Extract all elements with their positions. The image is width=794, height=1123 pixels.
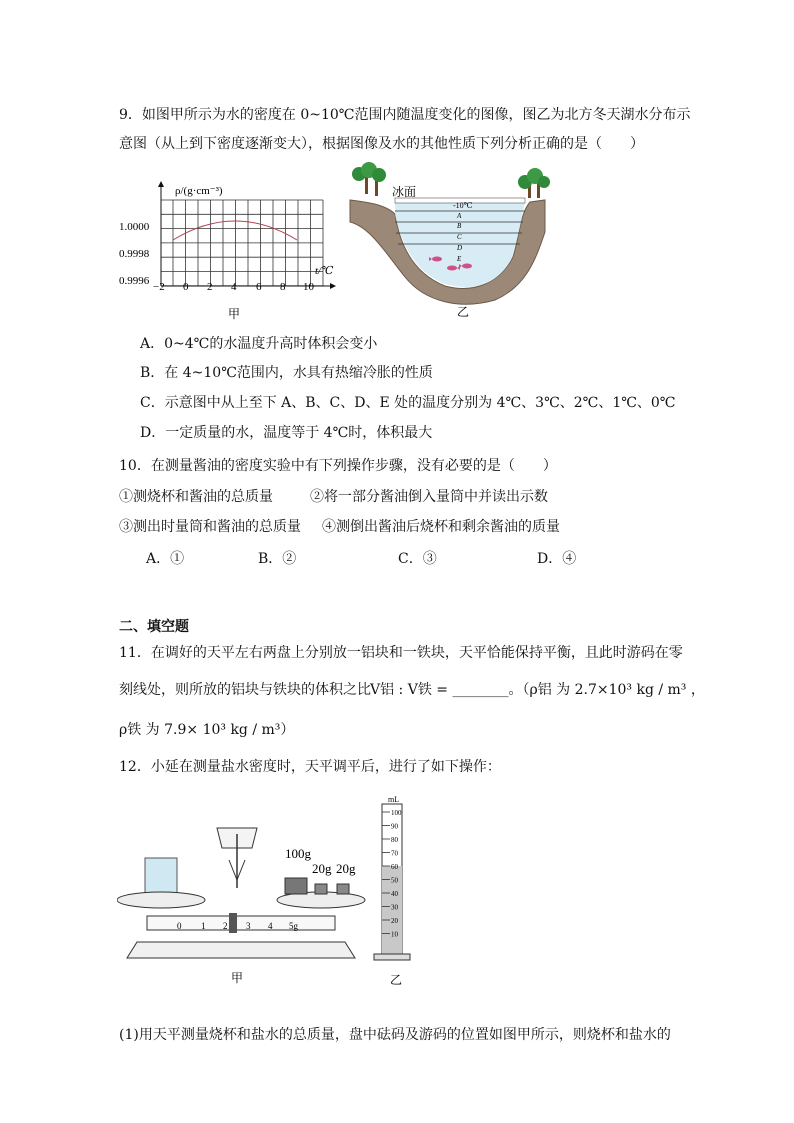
scale-label: 3 <box>246 921 251 931</box>
x-tick-label: 10 <box>303 281 314 293</box>
rider[interactable] <box>229 913 237 933</box>
layer-a: A <box>457 212 462 220</box>
weight-label: 100g <box>285 846 311 861</box>
q11-line3: ρ铁 为 7.9× 10³ kg / m³） <box>119 722 295 738</box>
cylinder-base <box>374 954 410 960</box>
chart-caption: 甲 <box>228 307 241 321</box>
balance-caption: 甲 <box>231 971 244 985</box>
weight-label: 20g <box>312 861 332 876</box>
q10-option-d: D．④ <box>537 551 577 567</box>
q12-sub1: (1)用天平测量烧杯和盐水的总质量，盘中砝码及游码的位置如图甲所示，则烧杯和盐水的 <box>119 1027 671 1043</box>
scale-label: 1 <box>201 921 206 931</box>
measuring-cylinder <box>368 786 428 990</box>
x-tick-label: 6 <box>256 281 262 293</box>
q10-step-2: ②将一部分酱油倒入量筒中并读出示数 <box>310 489 548 505</box>
balance-base <box>127 942 355 958</box>
cylinder-tick-label: 100 <box>391 809 402 817</box>
q10-step-1: ①测烧杯和酱油的总质量 <box>119 489 273 505</box>
q9-option-b: B．在 4~10℃范围内，水具有热缩冷胀的性质 <box>140 365 433 381</box>
scale-label: 2 <box>223 921 228 931</box>
q9-line1: 9．如图甲所示为水的密度在 0~10℃范围内随温度变化的图像，图乙为北方冬天湖水分布示 <box>119 107 691 123</box>
cylinder-tick-label: 40 <box>391 890 398 898</box>
cylinder-tick-label: 90 <box>391 822 398 831</box>
unit-label: mL <box>388 795 400 804</box>
layer-c: C <box>457 233 462 241</box>
lake-caption: 乙 <box>457 305 470 319</box>
y-axis-label: ρ/(g·cm⁻³) <box>175 185 223 197</box>
ice-label: 冰面 <box>392 185 417 199</box>
x-tick-label: 2 <box>207 281 213 293</box>
q11-line1: 11．在调好的天平左右两盘上分别放一铝块和一铁块，天平恰能保持平衡，且此时游码在零 <box>119 645 683 661</box>
q10-step-4: ④测倒出酱油后烧杯和剩余酱油的质量 <box>322 519 560 535</box>
layer-e: E <box>457 255 462 263</box>
x-tick-label: 0 <box>183 281 189 293</box>
y-tick-label: 0.9998 <box>119 248 150 260</box>
q10-option-c: C．③ <box>398 551 437 567</box>
cylinder-tick-label: 60 <box>391 863 398 871</box>
q9-option-c: C．示意图中从上至下 A、B、C、D、E 处的温度分别为 4℃、3℃、2℃、1℃、0℃ <box>140 395 676 411</box>
q11-line2: 刻线处，则所放的铝块与铁块的体积之比 <box>119 682 371 698</box>
q10-stem: 10．在测量酱油的密度实验中有下列操作步骤，没有必要的是（ ） <box>119 458 557 474</box>
layer-d: D <box>457 244 463 252</box>
section-title: 二、填空题 <box>119 619 189 635</box>
cylinder-tick-label: 20 <box>391 917 398 925</box>
q12-stem: 12．小延在测量盐水密度时，天平调平后，进行了如下操作： <box>119 759 501 775</box>
q9-line2: 意图（从上到下密度逐渐变大），根据图像及水的其他性质下列分析正确的是（ ） <box>119 136 644 152</box>
density-curve <box>173 221 297 240</box>
weight-20g <box>337 884 349 894</box>
weight-label: 20g <box>336 861 356 876</box>
x-axis-label: t/℃ <box>315 265 334 277</box>
x-tick-label: 8 <box>280 281 286 293</box>
cylinder-caption: 乙 <box>390 973 403 987</box>
scale-label: 5g <box>289 921 298 931</box>
q9-option-a: A．0~4℃的水温度升高时体积会变小 <box>140 336 378 352</box>
air-temp-label: -10℃ <box>453 201 473 210</box>
weight-20g <box>315 884 327 894</box>
y-tick-label: 1.0000 <box>119 221 150 233</box>
q9-option-d: D．一定质量的水，温度等于 4℃时，体积最大 <box>140 425 433 441</box>
lake-diagram <box>345 162 550 322</box>
tree-icon <box>518 168 550 198</box>
cylinder-tick-label: 30 <box>391 903 398 912</box>
cylinder-tick-label: 10 <box>391 930 398 939</box>
y-tick-label: 0.9996 <box>119 275 150 287</box>
beam-scale <box>147 916 335 930</box>
cylinder-tick-label: 50 <box>391 876 398 885</box>
left-pan <box>117 892 205 908</box>
cylinder-tick-label: 70 <box>391 849 398 858</box>
scale-label: 4 <box>268 921 273 931</box>
x-tick-label: 4 <box>231 281 237 293</box>
q11-ratio: V铝 : V铁 = ________。（ρ铝 为 2.7×10³ kg / m³ ， <box>370 682 705 698</box>
scale-label: 0 <box>177 921 182 931</box>
layer-b: B <box>457 222 462 230</box>
q10-option-a: A．① <box>146 551 185 567</box>
q10-step-3: ③测出时量筒和酱油的总质量 <box>119 519 301 535</box>
x-tick-label: −2 <box>153 281 165 293</box>
weight-100g <box>285 878 307 894</box>
tree-icon <box>352 162 386 196</box>
cylinder-tick-label: 80 <box>391 836 398 844</box>
balance-diagram <box>117 820 367 990</box>
q10-option-b: B．② <box>258 551 297 567</box>
density-temperature-chart <box>115 178 345 323</box>
